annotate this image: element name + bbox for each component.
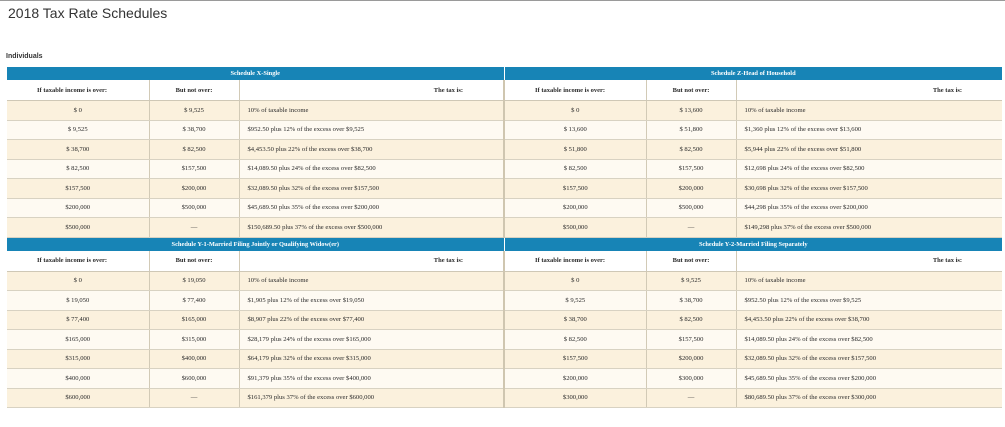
income-not-over-cell: $ 13,600 — [646, 101, 736, 121]
tax-schedules — [7, 67, 1002, 408]
header-tax: The tax is: — [239, 251, 504, 272]
income-over-cell: $ 0 — [504, 101, 646, 121]
income-not-over-cell: $157,500 — [646, 159, 736, 179]
income-over-cell: $ 13,600 — [504, 120, 646, 140]
income-over-cell: $200,000 — [7, 198, 149, 218]
income-not-over-cell: $600,000 — [149, 369, 239, 389]
income-over-cell: $ 0 — [504, 271, 646, 291]
income-over-cell: $ 9,525 — [504, 291, 646, 311]
income-over-cell: $315,000 — [7, 349, 149, 369]
tax-formula-cell: $45,689.50 plus 35% of the excess over $200,000 — [239, 198, 504, 218]
income-not-over-cell: $300,000 — [646, 369, 736, 389]
schedule-title: Schedule Y-1-Married Filing Jointly or Qualifying Widow(er) — [7, 237, 504, 251]
income-not-over-cell: $500,000 — [149, 198, 239, 218]
schedule-title-row — [7, 67, 1002, 80]
table-row — [7, 101, 1002, 121]
income-not-over-cell: $ 82,500 — [149, 140, 239, 160]
income-over-cell: $ 0 — [7, 101, 149, 121]
schedules-table — [7, 67, 1002, 408]
income-not-over-cell: $200,000 — [149, 179, 239, 199]
tax-formula-cell: $32,089.50 plus 32% of the excess over $157,500 — [239, 179, 504, 199]
tax-formula-cell: 10% of taxable income — [736, 271, 1002, 291]
income-over-cell: $200,000 — [504, 369, 646, 389]
income-over-cell: $ 82,500 — [504, 330, 646, 350]
income-over-cell: $ 51,800 — [504, 140, 646, 160]
income-over-cell: $157,500 — [504, 349, 646, 369]
income-not-over-cell: $500,000 — [646, 198, 736, 218]
tax-formula-cell: $4,453.50 plus 22% of the excess over $38,700 — [239, 140, 504, 160]
income-over-cell: $ 77,400 — [7, 310, 149, 330]
income-not-over-cell: — — [149, 218, 239, 238]
tax-formula-cell: $150,689.50 plus 37% of the excess over $500,000 — [239, 218, 504, 238]
tax-formula-cell: $4,453.50 plus 22% of the excess over $38,700 — [736, 310, 1002, 330]
tax-formula-cell: $8,907 plus 22% of the excess over $77,400 — [239, 310, 504, 330]
income-not-over-cell: $ 82,500 — [646, 140, 736, 160]
column-header-row — [7, 251, 1002, 272]
tax-formula-cell: $32,089.50 plus 32% of the excess over $157,500 — [736, 349, 1002, 369]
tax-formula-cell: $12,698 plus 24% of the excess over $82,500 — [736, 159, 1002, 179]
table-row — [7, 179, 1002, 199]
income-over-cell: $300,000 — [504, 388, 646, 408]
income-over-cell: $500,000 — [504, 218, 646, 238]
header-not-over: But not over: — [149, 80, 239, 101]
income-not-over-cell: $ 77,400 — [149, 291, 239, 311]
header-not-over: But not over: — [149, 251, 239, 272]
tax-formula-cell: $161,379 plus 37% of the excess over $600,000 — [239, 388, 504, 408]
income-over-cell: $ 82,500 — [504, 159, 646, 179]
header-over: If taxable income is over: — [7, 80, 149, 101]
schedule-title: Schedule Y-2-Married Filing Separately — [504, 237, 1002, 251]
income-not-over-cell: $157,500 — [149, 159, 239, 179]
income-not-over-cell: — — [149, 388, 239, 408]
tax-formula-cell: $91,379 plus 35% of the excess over $400,000 — [239, 369, 504, 389]
tax-formula-cell: $952.50 plus 12% of the excess over $9,525 — [736, 291, 1002, 311]
tax-formula-cell: $44,298 plus 35% of the excess over $200,000 — [736, 198, 1002, 218]
table-row — [7, 330, 1002, 350]
tax-formula-cell: $28,179 plus 24% of the excess over $165,000 — [239, 330, 504, 350]
header-not-over: But not over: — [646, 251, 736, 272]
table-row — [7, 120, 1002, 140]
income-not-over-cell: — — [646, 218, 736, 238]
income-not-over-cell: $ 9,525 — [646, 271, 736, 291]
income-not-over-cell: $ 19,050 — [149, 271, 239, 291]
income-not-over-cell: $315,000 — [149, 330, 239, 350]
tax-formula-cell: $14,089.50 plus 24% of the excess over $82,500 — [736, 330, 1002, 350]
page-title: 2018 Tax Rate Schedules — [8, 5, 168, 21]
income-over-cell: $600,000 — [7, 388, 149, 408]
header-tax: The tax is: — [736, 251, 1002, 272]
income-not-over-cell: $ 38,700 — [646, 291, 736, 311]
tax-formula-cell: $30,698 plus 32% of the excess over $157,500 — [736, 179, 1002, 199]
income-over-cell: $ 82,500 — [7, 159, 149, 179]
header-over: If taxable income is over: — [504, 251, 646, 272]
header-over: If taxable income is over: — [504, 80, 646, 101]
income-not-over-cell: $ 38,700 — [149, 120, 239, 140]
table-row — [7, 159, 1002, 179]
income-not-over-cell: $157,500 — [646, 330, 736, 350]
tax-formula-cell: $149,298 plus 37% of the excess over $500,000 — [736, 218, 1002, 238]
income-over-cell: $ 38,700 — [504, 310, 646, 330]
tax-formula-cell: $1,360 plus 12% of the excess over $13,600 — [736, 120, 1002, 140]
section-label: Individuals — [6, 53, 43, 60]
tax-formula-cell: $64,179 plus 32% of the excess over $315,000 — [239, 349, 504, 369]
income-over-cell: $165,000 — [7, 330, 149, 350]
column-header-row — [7, 80, 1002, 101]
table-row — [7, 310, 1002, 330]
header-over: If taxable income is over: — [7, 251, 149, 272]
income-over-cell: $157,500 — [504, 179, 646, 199]
income-not-over-cell: $ 51,800 — [646, 120, 736, 140]
table-row — [7, 349, 1002, 369]
schedule-title-row — [7, 237, 1002, 251]
income-not-over-cell: $ 82,500 — [646, 310, 736, 330]
tax-formula-cell: 10% of taxable income — [239, 271, 504, 291]
income-not-over-cell: $200,000 — [646, 349, 736, 369]
income-over-cell: $ 9,525 — [7, 120, 149, 140]
table-row — [7, 140, 1002, 160]
table-row — [7, 369, 1002, 389]
tax-formula-cell: $5,944 plus 22% of the excess over $51,800 — [736, 140, 1002, 160]
tax-formula-cell: $80,689.50 plus 37% of the excess over $300,000 — [736, 388, 1002, 408]
schedule-title: Schedule X-Single — [7, 67, 504, 80]
tax-formula-cell: $1,905 plus 12% of the excess over $19,050 — [239, 291, 504, 311]
income-over-cell: $200,000 — [504, 198, 646, 218]
tax-formula-cell: 10% of taxable income — [239, 101, 504, 121]
income-over-cell: $500,000 — [7, 218, 149, 238]
header-tax: The tax is: — [736, 80, 1002, 101]
header-tax: The tax is: — [239, 80, 504, 101]
table-row — [7, 218, 1002, 238]
tax-formula-cell: $952.50 plus 12% of the excess over $9,525 — [239, 120, 504, 140]
income-over-cell: $ 38,700 — [7, 140, 149, 160]
schedule-title: Schedule Z-Head of Household — [504, 67, 1002, 80]
tax-formula-cell: $45,689.50 plus 35% of the excess over $200,000 — [736, 369, 1002, 389]
income-not-over-cell: $165,000 — [149, 310, 239, 330]
income-not-over-cell: $400,000 — [149, 349, 239, 369]
income-not-over-cell: $200,000 — [646, 179, 736, 199]
income-over-cell: $ 19,050 — [7, 291, 149, 311]
income-not-over-cell: $ 9,525 — [149, 101, 239, 121]
table-row — [7, 271, 1002, 291]
table-row — [7, 388, 1002, 408]
income-over-cell: $157,500 — [7, 179, 149, 199]
top-rule — [0, 0, 1005, 1]
tax-formula-cell: 10% of taxable income — [736, 101, 1002, 121]
header-not-over: But not over: — [646, 80, 736, 101]
income-not-over-cell: — — [646, 388, 736, 408]
income-over-cell: $400,000 — [7, 369, 149, 389]
table-row — [7, 291, 1002, 311]
table-row — [7, 198, 1002, 218]
tax-formula-cell: $14,089.50 plus 24% of the excess over $82,500 — [239, 159, 504, 179]
income-over-cell: $ 0 — [7, 271, 149, 291]
